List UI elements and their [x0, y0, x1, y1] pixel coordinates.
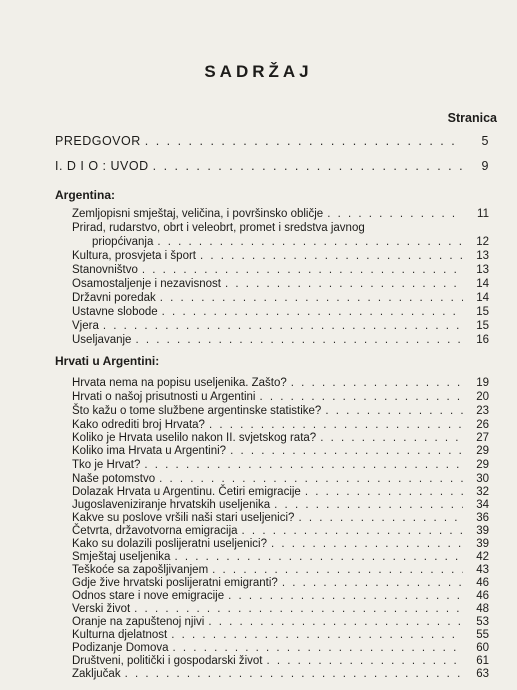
toc-entry-label: Gdje žive hrvatski poslijeratni emigranti?: [72, 577, 278, 589]
leader-dots: [134, 603, 463, 616]
toc-entry[interactable]: [72, 459, 489, 472]
toc-entry-page: 23: [476, 405, 489, 417]
toc-entry-page: 46: [476, 590, 489, 602]
leader-dots: [173, 642, 463, 655]
toc-entry-page: 55: [476, 629, 489, 641]
toc-entry[interactable]: [72, 250, 489, 263]
toc-entry-page: 48: [476, 603, 489, 615]
show-through-text: [230, 10, 497, 22]
toc-entry[interactable]: [72, 292, 489, 305]
leader-dots: [162, 306, 463, 319]
toc-entry-page: 39: [476, 525, 489, 537]
toc-entry[interactable]: [72, 306, 489, 319]
toc-entry-page: 19: [476, 377, 489, 389]
leader-dots: [135, 334, 463, 347]
toc-entry-page: 15: [476, 320, 489, 332]
toc-entry-page: 26: [476, 419, 489, 431]
toc-entry-page: 20: [476, 391, 489, 403]
toc-entry-label: Koliko je Hrvata uselilo nakon II. svjetskog rata?: [72, 432, 317, 444]
toc-entry-page: 34: [476, 499, 489, 511]
toc-entry-label: Kulturna djelatnost: [72, 629, 168, 641]
toc-entry-page: 32: [476, 486, 489, 498]
toc-entry-page: 14: [476, 278, 489, 290]
toc-entry-label: Oranje na zapuštenoj njivi: [72, 616, 205, 628]
toc-entry-label: Verski život: [72, 603, 131, 615]
leader-dots: [298, 512, 463, 525]
toc-entry-page: 36: [476, 512, 489, 524]
toc-entry-label: Tko je Hrvat?: [72, 459, 141, 471]
leader-dots: [160, 292, 463, 305]
leader-dots: [171, 629, 463, 642]
toc-entry-label: Useljavanje: [72, 334, 132, 346]
toc-entry[interactable]: [72, 603, 489, 616]
toc-entry-page: 30: [476, 473, 489, 485]
toc-entry-label: Kakve su poslove vršili naši stari useljenici?: [72, 512, 295, 524]
leader-dots: [200, 250, 463, 263]
toc-entry-label: Jugoslaveniziranje hrvatskih useljenika: [72, 499, 271, 511]
toc-entry-page: 43: [476, 564, 489, 576]
toc-entry-label: I. D I O : UVOD: [55, 159, 149, 173]
toc-entry-page: 5: [481, 134, 489, 148]
leader-dots: [274, 499, 463, 512]
leader-dots: [209, 419, 463, 432]
leader-dots: [282, 577, 463, 590]
section-heading: Argentina:: [55, 188, 115, 202]
leader-dots: [145, 135, 463, 148]
leader-dots: [125, 668, 463, 681]
leader-dots: [225, 278, 463, 291]
toc-entry-page: 14: [476, 292, 489, 304]
toc-entry-label: Što kažu o tome službene argentinske statistike?: [72, 405, 322, 417]
toc-entry[interactable]: [72, 590, 489, 603]
toc-entry[interactable]: [72, 208, 489, 221]
leader-dots: [325, 405, 463, 418]
leader-dots: [230, 445, 463, 458]
page-column-header: Stranica: [447, 111, 497, 125]
toc-entry[interactable]: [72, 391, 489, 404]
toc-entry-label: PREDGOVOR: [55, 134, 141, 148]
toc-entry-page: 13: [476, 250, 489, 262]
toc-entry-page: 12: [476, 236, 489, 248]
toc-entry[interactable]: [72, 334, 489, 347]
toc-entry-label: Naše potomstvo: [72, 473, 156, 485]
toc-entry-label: Ustavne slobode: [72, 306, 158, 318]
toc-entry[interactable]: [72, 642, 489, 655]
toc-entry[interactable]: [72, 473, 489, 486]
leader-dots: [174, 551, 463, 564]
toc-entry[interactable]: [72, 512, 489, 525]
leader-dots: [212, 564, 463, 577]
toc-entry[interactable]: [92, 236, 489, 249]
toc-entry[interactable]: [72, 419, 489, 432]
leader-dots: [142, 264, 463, 277]
toc-entry[interactable]: [72, 551, 489, 564]
toc-entry[interactable]: [72, 320, 489, 333]
leader-dots: [153, 160, 463, 173]
toc-entry-label: Zaključak: [72, 668, 121, 680]
toc-entry-label: Četvrta, državotvorna emigracija: [72, 525, 238, 537]
toc-entry-page: 27: [476, 432, 489, 444]
leader-dots: [228, 590, 463, 603]
toc-entry-label: Podizanje Domova: [72, 642, 169, 654]
toc-entry-page: 61: [476, 655, 489, 667]
leader-dots: [157, 236, 463, 249]
leader-dots: [266, 655, 463, 668]
toc-entry[interactable]: [72, 264, 489, 277]
toc-entry-page: 60: [476, 642, 489, 654]
toc-entry[interactable]: [72, 629, 489, 642]
toc-entry[interactable]: [72, 445, 489, 458]
toc-entry[interactable]: [72, 278, 489, 291]
leader-dots: [159, 473, 463, 486]
toc-entry-label: Kako su dolazili poslijeratni useljenici?: [72, 538, 267, 550]
toc-entry-page: 53: [476, 616, 489, 628]
toc-entry-label-line1: Prirad, rudarstvo, obrt i veleobrt, promet i sredstva javnog: [72, 222, 365, 234]
toc-entry[interactable]: [72, 525, 489, 538]
toc-entry-page: 46: [476, 577, 489, 589]
toc-entry-label: Stanovništvo: [72, 264, 138, 276]
leader-dots: [327, 208, 463, 221]
toc-entry-label: Hrvata nema na popisu useljenika. Zašto?: [72, 377, 287, 389]
leader-dots: [305, 486, 463, 499]
toc-entry-page: 13: [476, 264, 489, 276]
toc-entry-label: Hrvati o našoj prisutnosti u Argentini: [72, 391, 256, 403]
toc-entry-label: Teškoće sa zapošljivanjem: [72, 564, 209, 576]
toc-entry-label: Zemljopisni smještaj, veličina, i površinsko obličje: [72, 208, 324, 220]
toc-entry[interactable]: [72, 616, 489, 629]
section-heading: Hrvati u Argentini:: [55, 354, 160, 368]
toc-entry[interactable]: [72, 377, 489, 390]
toc-entry-page: 29: [476, 459, 489, 471]
toc-entry[interactable]: [55, 135, 489, 148]
leader-dots: [259, 391, 463, 404]
toc-entry[interactable]: [72, 405, 489, 418]
leader-dots: [271, 538, 463, 551]
page-title: SADRŽAJ: [204, 62, 313, 81]
toc-entry-page: 11: [477, 208, 489, 220]
toc-entry-page: 9: [481, 159, 489, 173]
toc-entry-label: Osamostaljenje i nezavisnost: [72, 278, 221, 290]
toc-entry[interactable]: [72, 577, 489, 590]
toc-entry-label-line2: priopćivanja: [92, 236, 154, 248]
toc-entry-page: 42: [476, 551, 489, 563]
leader-dots: [291, 377, 463, 390]
toc-entry-page: 63: [476, 668, 489, 680]
toc-entry-label: Državni poredak: [72, 292, 156, 304]
leader-dots: [320, 432, 463, 445]
leader-dots: [242, 525, 463, 538]
toc-entry-label: Kako odrediti broj Hrvata?: [72, 419, 205, 431]
toc-entry[interactable]: [72, 655, 489, 668]
toc-entry[interactable]: [72, 486, 489, 499]
toc-entry-label: Koliko ima Hrvata u Argentini?: [72, 445, 227, 457]
toc-entry-page: 39: [476, 538, 489, 550]
toc-entry-label: Smještaj useljenika: [72, 551, 171, 563]
toc-entry[interactable]: [72, 564, 489, 577]
toc-entry-label: Kultura, prosvjeta i šport: [72, 250, 197, 262]
toc-entry[interactable]: [72, 499, 489, 512]
leader-dots: [208, 616, 463, 629]
leader-dots: [144, 459, 463, 472]
toc-entry-label: Vjera: [72, 320, 99, 332]
toc-entry[interactable]: [72, 538, 489, 551]
toc-entry[interactable]: [55, 160, 489, 173]
toc-entry-page: 16: [476, 334, 489, 346]
toc-entry-label: Društveni, politički i gospodarski život: [72, 655, 263, 667]
toc-entry-page: 15: [476, 306, 489, 318]
toc-entry[interactable]: [72, 668, 489, 681]
toc-entry-label: Dolazak Hrvata u Argentinu. Četiri emigracije: [72, 486, 301, 498]
leader-dots: [103, 320, 463, 333]
toc-entry-label: Odnos stare i nove emigracije: [72, 590, 225, 602]
toc-entry[interactable]: [72, 432, 489, 445]
toc-entry-page: 29: [476, 445, 489, 457]
